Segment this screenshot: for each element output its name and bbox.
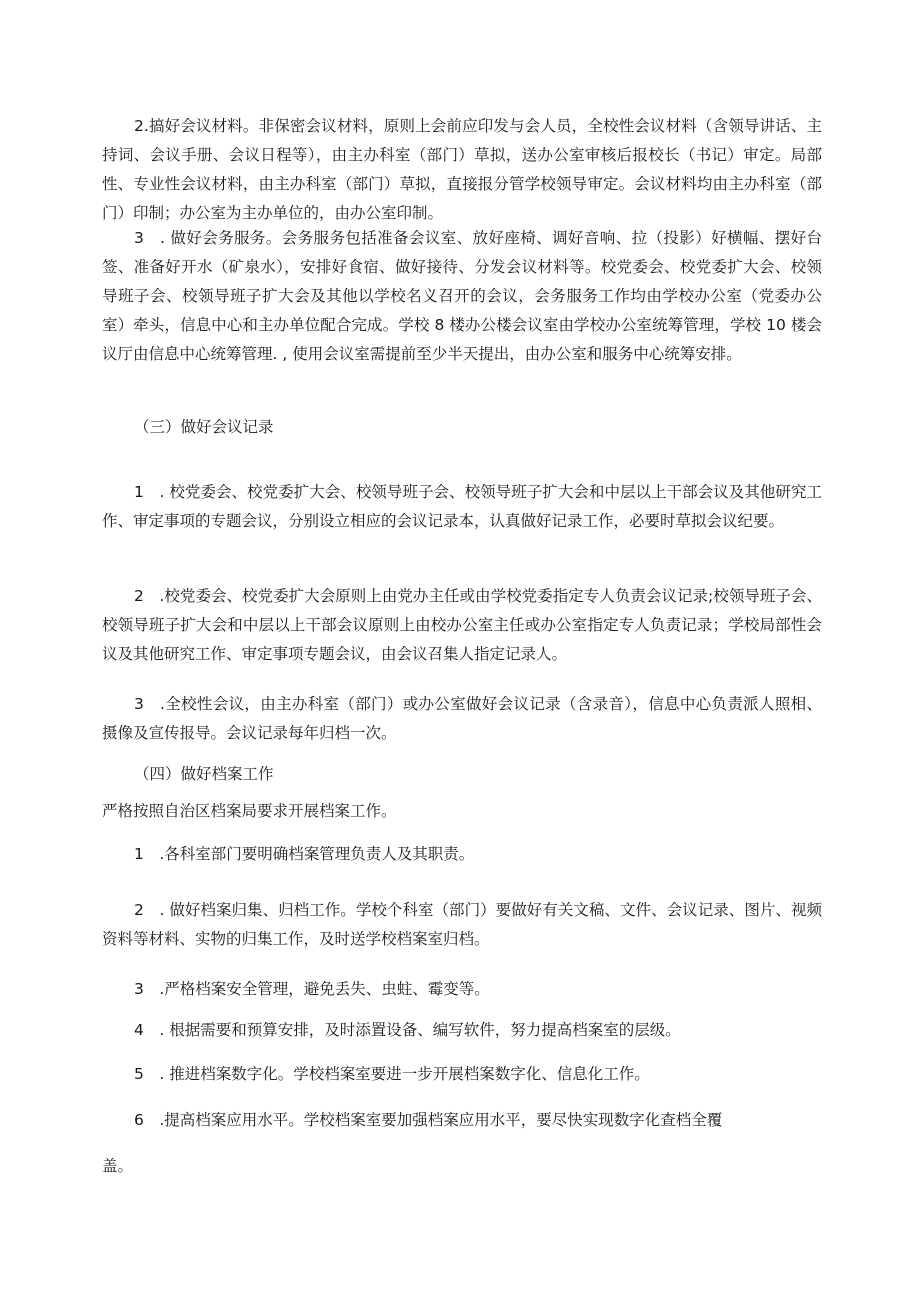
section-heading-meeting-records: （三）做好会议记录: [134, 418, 274, 436]
paragraph-archive-responsibility: 1 .各科室部门要明确档案管理负责人及其职责。: [134, 845, 475, 863]
paragraph-record-books: 1 . 校党委会、校党委扩大会、校领导班子会、校领导班子扩大会和中层以上干部会议及其他研究工作、审定事项的专题会议，分别设立相应的会议记录本，认真做好记录工作，必要时草拟会议纪要。: [102, 483, 822, 530]
paragraph-archive-collection: 2 . 做好档案归集、归档工作。学校个科室（部门）要做好有关文稿、文件、会议记录、图片、视频资料等材料、实物的归集工作，及时送学校档案室归档。: [102, 901, 822, 948]
paragraph-meeting-services: 3 . 做好会务服务。会务服务包括准备会议室、放好座椅、调好音响、拉（投影）好横幅、摆好台签、准备好开水（矿泉水），安排好食宿、做好接待、分发会议材料等。校党委会、校党委扩大会、校领导班子会、校领导班子扩大会及其他以学校名义召开的会议，会务服务工作均由学校办公室（党委办公室）牵头，信息中心和主办单位配合完成。学校 8 楼办公楼会议室由学校办公室统筹管理，学校 10 楼会议厅由信息中心统筹管理. , 使用会议室需提前至少半天提出，由办公室和服务中心统筹安排。: [102, 229, 823, 363]
paragraph-recorder-assignment: 2 .校党委会、校党委扩大会原则上由党办主任或由学校党委指定专人负责会议记录;校领导班子会、校领导班子扩大会和中层以上干部会议原则上由校办公室主任或办公室指定专人负责记录；学校局部性会议及其他研究工作、审定事项专题会议，由会议召集人指定记录人。: [102, 587, 822, 663]
paragraph-archive-digitization: 5 . 推进档案数字化。学校档案室要进一步开展档案数字化、信息化工作。: [134, 1065, 650, 1083]
paragraph-archive-security: 3 .严格档案安全管理，避免丢失、虫蛀、霉变等。: [134, 980, 490, 998]
paragraph-archive-equipment: 4 . 根据需要和预算安排，及时添置设备、编写软件，努力提高档案室的层级。: [134, 1021, 681, 1039]
paragraph-archive-requirements: 严格按照自治区档案局要求开展档案工作。: [102, 802, 397, 820]
paragraph-archive-usage: 6 .提高档案应用水平。学校档案室要加强档案应用水平，要尽快实现数字化查档全覆: [134, 1111, 723, 1129]
paragraph-school-wide-records: 3 .全校性会议，由主办科室（部门）或办公室做好会议记录（含录音），信息中心负责派人照相、摄像及宣传报导。会议记录每年归档一次。: [102, 695, 822, 742]
paragraph-meeting-materials: 2.搞好会议材料。非保密会议材料，原则上会前应印发与会人员，全校性会议材料（含领导讲话、主持词、会议手册、会议日程等），由主办科室（部门）草拟，送办公室审核后报校长（书记）审定。局部性、专业性会议材料，由主办科室（部门）草拟，直接报分管学校领导审定。会议材料均由主办科室（部门）印制；办公室为主办单位的，由办公室印制。: [102, 117, 822, 222]
paragraph-archive-usage-continued: 盖。: [102, 1157, 134, 1175]
section-heading-archives: （四）做好档案工作: [134, 765, 274, 783]
